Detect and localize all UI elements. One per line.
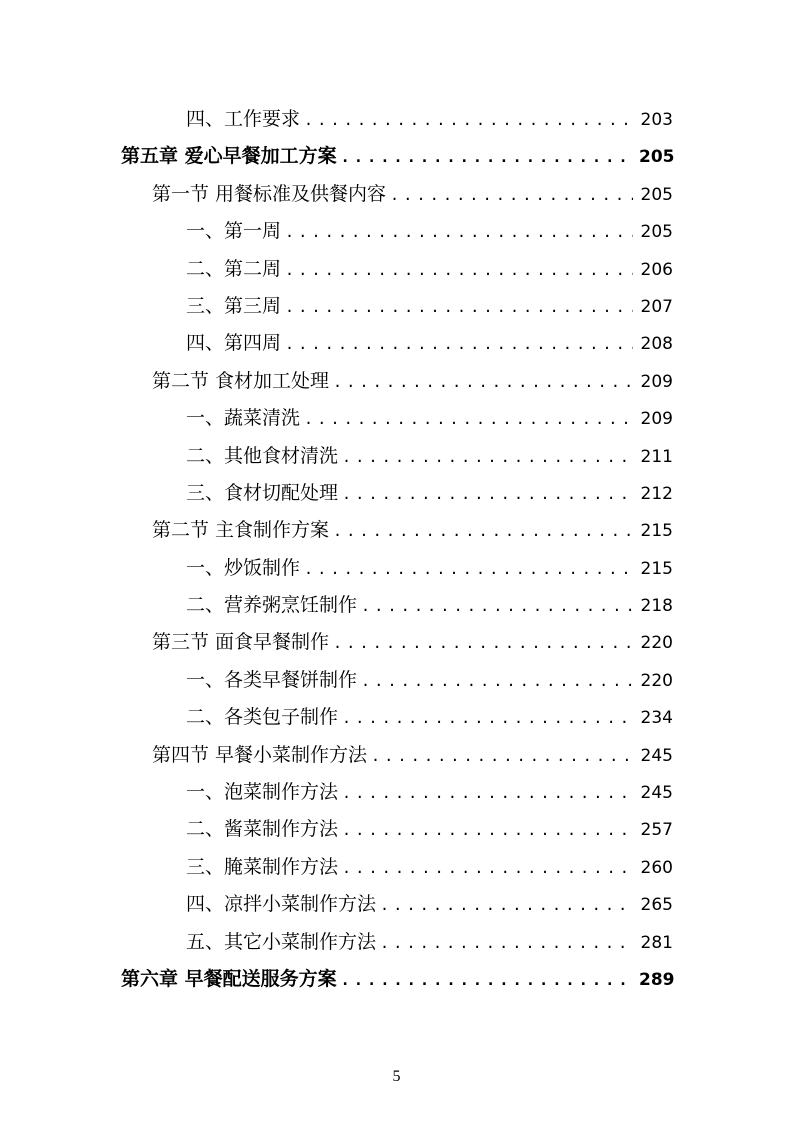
- toc-dot-leader: [390, 177, 633, 214]
- page-number: 5: [392, 1068, 401, 1085]
- toc-entry-title: 四、第四周: [186, 332, 282, 355]
- toc-entry[interactable]: [0, 774, 793, 811]
- toc-dot-leader: [285, 214, 633, 251]
- toc-entry-page: 208: [640, 334, 673, 355]
- toc-entry-page: 209: [640, 409, 673, 430]
- toc-entry[interactable]: [0, 587, 793, 624]
- toc-entry-title: 三、腌菜制作方法: [186, 855, 339, 878]
- toc-entry[interactable]: [0, 400, 793, 437]
- toc-entry-page: 289: [639, 969, 675, 990]
- toc-entry[interactable]: [0, 550, 793, 587]
- toc-dot-leader: [285, 252, 633, 289]
- toc-dot-leader: [380, 925, 633, 962]
- toc-dot-leader: [304, 551, 633, 588]
- toc-dot-leader: [304, 102, 633, 139]
- toc-entry-page: 257: [640, 820, 673, 841]
- toc-entry-page: 215: [640, 521, 673, 542]
- toc-entry-title: 三、食材切配处理: [186, 481, 339, 504]
- toc-entry[interactable]: [0, 924, 793, 961]
- toc-entry-title: 二、酱菜制作方法: [186, 818, 339, 841]
- toc-dot-leader: [342, 850, 633, 887]
- toc-entry-section[interactable]: [0, 176, 793, 213]
- toc-entry-chapter[interactable]: [0, 961, 793, 998]
- toc-entry-title: 第二节 主食制作方案: [152, 519, 330, 542]
- toc-entry-title: 三、第三周: [186, 294, 282, 317]
- toc-dot-leader: [341, 139, 633, 176]
- toc-entry-title: 第三节 面食早餐制作: [152, 631, 330, 654]
- toc-entry-page: 281: [640, 932, 673, 953]
- toc-entry-page: 220: [640, 633, 673, 654]
- toc-entry-title: 第四节 早餐小菜制作方法: [152, 743, 368, 766]
- toc-entry-page: 211: [640, 446, 673, 467]
- toc-entry-chapter[interactable]: [0, 138, 793, 175]
- toc-entry-title: 第五章 爱心早餐加工方案: [121, 145, 337, 168]
- toc-entry-title: 一、炒饭制作: [186, 556, 301, 579]
- toc-dot-leader: [342, 476, 633, 513]
- toc-entry[interactable]: [0, 849, 793, 886]
- toc-dot-leader: [333, 364, 633, 401]
- toc-entry-title: 一、各类早餐饼制作: [186, 668, 358, 691]
- table-of-contents: [0, 101, 793, 998]
- toc-entry-page: 206: [640, 259, 673, 280]
- toc-entry-page: 260: [640, 857, 673, 878]
- toc-entry-title: 二、营养粥烹饪制作: [186, 594, 358, 617]
- toc-entry-page: 245: [640, 745, 673, 766]
- toc-entry-page: 209: [640, 371, 673, 392]
- toc-entry-title: 一、蔬菜清洗: [186, 407, 301, 430]
- toc-entry-page: 205: [639, 147, 675, 168]
- toc-entry-page: 205: [640, 222, 673, 243]
- toc-dot-leader: [285, 289, 633, 326]
- toc-entry-page: 220: [640, 670, 673, 691]
- toc-entry-title: 一、第一周: [186, 220, 282, 243]
- toc-dot-leader: [285, 326, 633, 363]
- toc-entry-page: 218: [640, 596, 673, 617]
- toc-dot-leader: [304, 401, 633, 438]
- toc-entry-title: 四、工作要求: [186, 108, 301, 130]
- toc-entry-page: 234: [640, 708, 673, 729]
- toc-entry[interactable]: [0, 325, 793, 362]
- toc-entry-title: 一、泡菜制作方法: [186, 781, 339, 804]
- toc-dot-leader: [342, 439, 633, 476]
- toc-entry-page: 207: [640, 296, 673, 317]
- toc-entry[interactable]: [0, 886, 793, 923]
- toc-dot-leader: [361, 663, 633, 700]
- toc-entry-title: 第一节 用餐标准及供餐内容: [152, 182, 387, 205]
- toc-entry[interactable]: [0, 101, 793, 138]
- toc-entry[interactable]: [0, 475, 793, 512]
- toc-entry-page: 203: [640, 110, 673, 130]
- toc-entry-title: 二、各类包子制作: [186, 706, 339, 729]
- toc-entry-title: 二、第二周: [186, 257, 282, 280]
- toc-entry-section[interactable]: [0, 737, 793, 774]
- toc-entry-section[interactable]: [0, 512, 793, 549]
- toc-dot-leader: [380, 887, 633, 924]
- toc-entry-section[interactable]: [0, 624, 793, 661]
- toc-entry[interactable]: [0, 811, 793, 848]
- toc-dot-leader: [342, 775, 633, 812]
- toc-entry-title: 四、凉拌小菜制作方法: [186, 893, 377, 916]
- toc-entry-page: 265: [640, 895, 673, 916]
- toc-entry-title: 二、其他食材清洗: [186, 444, 339, 467]
- toc-dot-leader: [371, 738, 633, 775]
- toc-entry-page: 205: [640, 184, 673, 205]
- toc-entry-page: 212: [640, 483, 673, 504]
- toc-entry-page: 245: [640, 783, 673, 804]
- toc-entry[interactable]: [0, 438, 793, 475]
- toc-entry[interactable]: [0, 213, 793, 250]
- toc-entry[interactable]: [0, 288, 793, 325]
- toc-entry-title: 第二节 食材加工处理: [152, 369, 330, 392]
- toc-entry-page: 215: [640, 558, 673, 579]
- toc-entry-section[interactable]: [0, 363, 793, 400]
- toc-dot-leader: [333, 625, 633, 662]
- toc-dot-leader: [342, 700, 633, 737]
- toc-dot-leader: [341, 962, 633, 999]
- toc-entry[interactable]: [0, 662, 793, 699]
- toc-dot-leader: [361, 588, 633, 625]
- toc-dot-leader: [333, 513, 633, 550]
- toc-entry-title: 第六章 早餐配送服务方案: [121, 967, 337, 990]
- toc-dot-leader: [342, 812, 633, 849]
- toc-entry[interactable]: [0, 251, 793, 288]
- toc-entry-title: 五、其它小菜制作方法: [186, 930, 377, 953]
- toc-entry[interactable]: [0, 699, 793, 736]
